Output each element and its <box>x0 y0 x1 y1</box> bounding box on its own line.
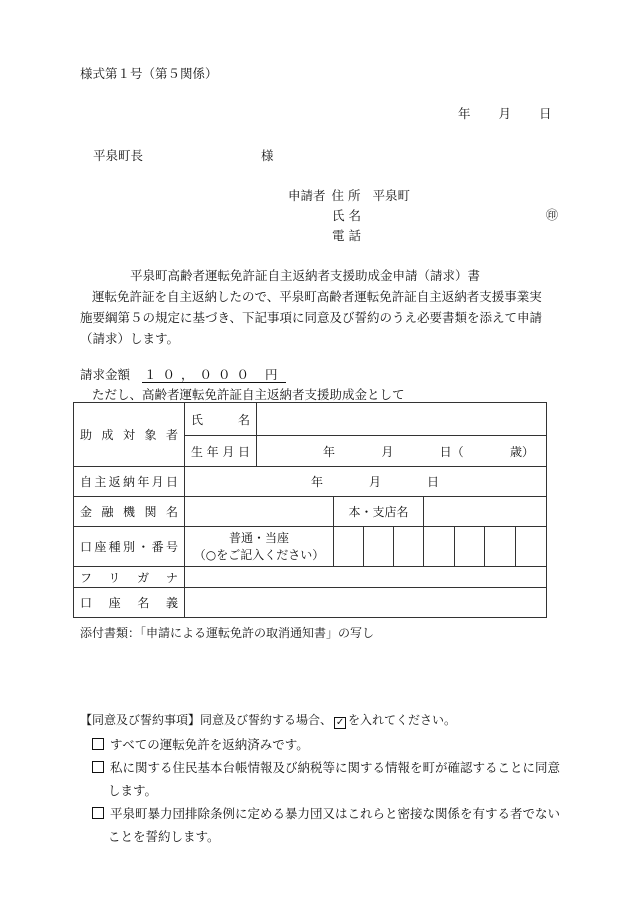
account-type-note: （○をご記入ください） <box>193 547 325 562</box>
account-digit[interactable] <box>516 527 547 567</box>
birth-month-unit: 月 <box>381 444 394 459</box>
account-digit[interactable] <box>485 527 516 567</box>
return-day-unit: 日 <box>427 475 440 489</box>
return-date-label: 自主返納年月日 <box>74 467 185 497</box>
amount-value: １０，０００ 円 <box>144 367 284 382</box>
amount-line <box>80 365 286 383</box>
bank-label: 金融機関名 <box>74 497 185 527</box>
consent-item-text: 私に関する住民基本台帳情報及び納税等に関する情報を町が確認することに同意します。 <box>108 760 561 798</box>
addressee <box>93 146 274 164</box>
proviso: ただし、高齢者運転免許証自主返納者支援助成金として <box>92 387 405 402</box>
checked-box-icon: ✓ <box>335 717 345 728</box>
applicant-block <box>288 186 410 246</box>
body-paragraph: 運転免許証を自主返納したので、平泉町高齢者運転免許証自主返納者支援事業実施要綱第５の規定に基づき、下記事項に同意及び誓約のうえ必要書類を添えて申請（請求）します。 <box>80 289 543 346</box>
account-label: 口座種別・番号 <box>74 527 185 567</box>
return-year-unit: 年 <box>311 475 324 489</box>
holder-input[interactable] <box>185 588 547 618</box>
account-digit[interactable] <box>334 527 364 567</box>
amount-label: 請求金額 <box>80 367 131 382</box>
consent-heading-tail: を入れてください。 <box>348 713 457 727</box>
form-number: 様式第１号（第５関係） <box>80 66 218 81</box>
return-month-unit: 月 <box>369 475 382 489</box>
seal-mark: ㊞ <box>546 208 559 222</box>
bank-input[interactable] <box>185 497 334 527</box>
applicant-label: 申請者 <box>288 188 326 203</box>
addressee-honorific: 様 <box>260 148 274 163</box>
name-label: 氏 名 <box>332 208 361 223</box>
date-month: 月 <box>498 106 512 121</box>
branch-input[interactable] <box>424 497 547 527</box>
addressee-name: 平泉町長 <box>93 148 144 163</box>
date-day: 日 <box>539 106 552 121</box>
account-digit[interactable] <box>394 527 424 567</box>
consent-item[interactable] <box>92 733 568 756</box>
account-type-cell[interactable] <box>185 527 334 567</box>
attachment-note: 添付書類：「申請による運転免許の取消通知書」の写し <box>80 626 375 640</box>
consent-item[interactable] <box>92 756 568 802</box>
phone-label: 電 話 <box>332 228 361 243</box>
return-date-input[interactable] <box>185 467 547 497</box>
checkbox-icon[interactable] <box>92 761 104 773</box>
birth-day-unit: 日（ <box>439 444 464 459</box>
application-date[interactable] <box>458 104 552 122</box>
furigana-label: フリガナ <box>74 567 185 588</box>
consent-heading <box>80 711 456 729</box>
account-digit[interactable] <box>364 527 394 567</box>
account-type-options: 普通・当座 <box>228 530 289 545</box>
furigana-input[interactable] <box>185 567 547 588</box>
birthdate-label: 生年月日 <box>185 436 257 467</box>
name-field-label: 氏 名 <box>185 403 257 436</box>
document-title: 平泉町高齢者運転免許証自主返納者支援助成金申請（請求）書 <box>130 268 481 283</box>
consent-item[interactable] <box>92 802 568 848</box>
birthdate-input[interactable] <box>257 436 547 467</box>
application-table <box>73 402 547 618</box>
birth-year-unit: 年 <box>323 444 336 459</box>
date-year: 年 <box>458 106 471 121</box>
subject-label: 助成対象者 <box>74 403 185 467</box>
address-value[interactable]: 平泉町 <box>372 188 411 203</box>
checkbox-icon[interactable] <box>92 738 104 750</box>
checkbox-icon[interactable] <box>92 807 104 819</box>
birth-age-unit: 歳） <box>509 444 534 459</box>
branch-label: 本・支店名 <box>334 497 424 527</box>
consent-heading-text: 【同意及び誓約事項】同意及び誓約する場合、 <box>80 713 333 727</box>
subject-name-input[interactable] <box>257 403 547 436</box>
account-digit[interactable] <box>455 527 485 567</box>
address-label: 住 所 <box>331 188 361 203</box>
consent-item-text: すべての運転免許を返納済みです。 <box>110 737 309 752</box>
holder-label: 口座名義 <box>74 588 185 618</box>
consent-item-text: 平泉町暴力団排除条例に定める暴力団又はこれらと密接な関係を有する者でないことを誓約します。 <box>108 806 561 844</box>
account-digit[interactable] <box>424 527 455 567</box>
